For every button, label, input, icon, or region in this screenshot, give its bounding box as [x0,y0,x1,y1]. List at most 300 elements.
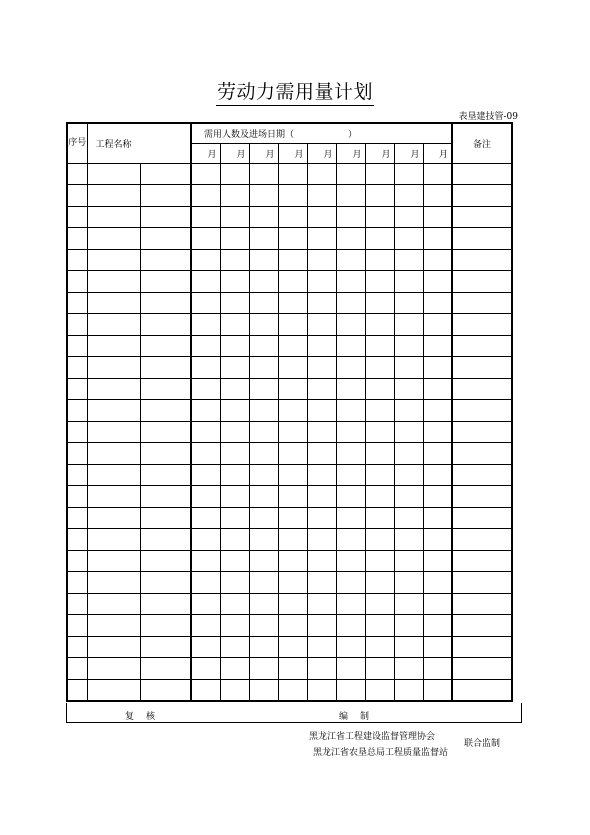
table-cell[interactable] [249,314,278,336]
table-cell[interactable] [452,572,512,594]
table-cell[interactable] [452,486,512,508]
table-cell[interactable] [191,486,220,508]
table-cell[interactable] [336,271,365,293]
table-cell[interactable] [249,271,278,293]
table-cell[interactable] [220,185,249,207]
table-cell[interactable] [220,593,249,615]
table-cell[interactable] [452,163,512,185]
table-cell[interactable] [365,443,394,465]
table-cell[interactable] [365,529,394,551]
table-cell[interactable] [67,378,87,400]
table-cell[interactable] [220,378,249,400]
table-cell[interactable] [307,443,336,465]
table-cell[interactable] [67,507,87,529]
table-cell[interactable] [365,507,394,529]
table-cell[interactable] [336,529,365,551]
table-cell[interactable] [307,378,336,400]
table-cell[interactable] [249,572,278,594]
table-cell[interactable] [452,357,512,379]
table-cell[interactable] [249,593,278,615]
table-cell[interactable] [220,529,249,551]
table-cell[interactable] [423,185,452,207]
table-cell[interactable] [220,357,249,379]
table-cell[interactable] [220,507,249,529]
table-cell[interactable] [336,572,365,594]
table-cell[interactable] [423,658,452,680]
table-cell[interactable] [278,292,307,314]
table-cell[interactable] [140,249,191,271]
table-cell[interactable] [307,486,336,508]
table-cell[interactable] [278,572,307,594]
table-cell[interactable] [67,185,87,207]
table-cell[interactable] [394,679,423,701]
table-cell[interactable] [394,249,423,271]
table-cell[interactable] [87,572,140,594]
table-cell[interactable] [220,658,249,680]
table-cell[interactable] [67,529,87,551]
table-cell[interactable] [307,507,336,529]
table-cell[interactable] [191,400,220,422]
table-cell[interactable] [87,357,140,379]
table-cell[interactable] [278,679,307,701]
table-cell[interactable] [278,443,307,465]
table-cell[interactable] [220,464,249,486]
table-cell[interactable] [278,335,307,357]
table-cell[interactable] [394,593,423,615]
table-cell[interactable] [67,357,87,379]
table-cell[interactable] [191,378,220,400]
table-cell[interactable] [394,400,423,422]
table-cell[interactable] [140,292,191,314]
table-cell[interactable] [249,292,278,314]
table-cell[interactable] [365,249,394,271]
table-cell[interactable] [278,249,307,271]
table-cell[interactable] [87,335,140,357]
table-cell[interactable] [140,593,191,615]
table-cell[interactable] [249,185,278,207]
table-cell[interactable] [191,550,220,572]
table-cell[interactable] [336,378,365,400]
table-cell[interactable] [140,443,191,465]
table-cell[interactable] [140,314,191,336]
table-cell[interactable] [67,679,87,701]
table-cell[interactable] [365,357,394,379]
table-cell[interactable] [336,464,365,486]
table-cell[interactable] [87,486,140,508]
table-cell[interactable] [423,206,452,228]
table-cell[interactable] [336,163,365,185]
table-cell[interactable] [87,292,140,314]
table-cell[interactable] [423,550,452,572]
table-cell[interactable] [452,550,512,572]
table-cell[interactable] [336,228,365,250]
table-cell[interactable] [307,314,336,336]
table-cell[interactable] [423,357,452,379]
table-cell[interactable] [394,206,423,228]
table-cell[interactable] [394,443,423,465]
table-cell[interactable] [423,228,452,250]
table-cell[interactable] [423,163,452,185]
table-cell[interactable] [140,378,191,400]
table-cell[interactable] [140,679,191,701]
table-cell[interactable] [87,378,140,400]
table-cell[interactable] [452,658,512,680]
table-cell[interactable] [423,335,452,357]
table-cell[interactable] [452,335,512,357]
table-cell[interactable] [336,615,365,637]
table-cell[interactable] [87,314,140,336]
table-cell[interactable] [220,636,249,658]
table-cell[interactable] [452,615,512,637]
table-cell[interactable] [87,679,140,701]
table-cell[interactable] [278,206,307,228]
table-cell[interactable] [452,271,512,293]
table-cell[interactable] [249,550,278,572]
table-cell[interactable] [278,421,307,443]
table-cell[interactable] [278,507,307,529]
table-cell[interactable] [220,400,249,422]
table-cell[interactable] [87,206,140,228]
table-cell[interactable] [307,292,336,314]
table-cell[interactable] [452,400,512,422]
table-cell[interactable] [249,658,278,680]
table-cell[interactable] [336,206,365,228]
table-cell[interactable] [140,163,191,185]
table-cell[interactable] [365,378,394,400]
table-cell[interactable] [394,335,423,357]
table-cell[interactable] [87,400,140,422]
table-cell[interactable] [191,507,220,529]
table-cell[interactable] [87,249,140,271]
table-cell[interactable] [220,679,249,701]
table-cell[interactable] [452,464,512,486]
table-cell[interactable] [452,206,512,228]
table-cell[interactable] [365,185,394,207]
table-cell[interactable] [87,615,140,637]
table-cell[interactable] [452,636,512,658]
table-cell[interactable] [278,357,307,379]
table-cell[interactable] [307,550,336,572]
table-cell[interactable] [452,679,512,701]
table-cell[interactable] [394,421,423,443]
table-cell[interactable] [336,357,365,379]
table-cell[interactable] [307,464,336,486]
table-cell[interactable] [452,249,512,271]
table-cell[interactable] [307,206,336,228]
table-cell[interactable] [365,206,394,228]
table-cell[interactable] [423,271,452,293]
table-cell[interactable] [67,400,87,422]
table-cell[interactable] [191,421,220,443]
table-cell[interactable] [423,615,452,637]
table-cell[interactable] [423,486,452,508]
table-cell[interactable] [249,228,278,250]
table-cell[interactable] [249,335,278,357]
table-cell[interactable] [249,249,278,271]
table-cell[interactable] [191,206,220,228]
table-cell[interactable] [87,464,140,486]
table-cell[interactable] [365,335,394,357]
table-cell[interactable] [191,679,220,701]
table-cell[interactable] [336,679,365,701]
table-cell[interactable] [307,658,336,680]
table-cell[interactable] [423,572,452,594]
table-cell[interactable] [249,421,278,443]
table-cell[interactable] [307,400,336,422]
table-cell[interactable] [140,228,191,250]
table-cell[interactable] [67,443,87,465]
table-cell[interactable] [140,615,191,637]
table-cell[interactable] [452,185,512,207]
table-cell[interactable] [220,271,249,293]
table-cell[interactable] [87,271,140,293]
table-cell[interactable] [140,357,191,379]
table-cell[interactable] [452,507,512,529]
table-cell[interactable] [191,443,220,465]
table-cell[interactable] [67,314,87,336]
table-cell[interactable] [336,292,365,314]
table-cell[interactable] [87,593,140,615]
table-cell[interactable] [365,271,394,293]
table-cell[interactable] [365,679,394,701]
table-cell[interactable] [191,271,220,293]
table-cell[interactable] [452,228,512,250]
table-cell[interactable] [423,443,452,465]
table-cell[interactable] [336,658,365,680]
table-cell[interactable] [220,443,249,465]
table-cell[interactable] [249,529,278,551]
table-cell[interactable] [365,400,394,422]
table-cell[interactable] [365,292,394,314]
table-cell[interactable] [87,507,140,529]
table-cell[interactable] [278,593,307,615]
table-cell[interactable] [220,228,249,250]
table-cell[interactable] [423,378,452,400]
table-cell[interactable] [67,572,87,594]
table-cell[interactable] [394,507,423,529]
table-cell[interactable] [394,636,423,658]
table-cell[interactable] [249,615,278,637]
table-cell[interactable] [336,421,365,443]
table-cell[interactable] [87,163,140,185]
table-cell[interactable] [191,615,220,637]
table-cell[interactable] [87,421,140,443]
table-cell[interactable] [87,185,140,207]
table-cell[interactable] [220,550,249,572]
table-cell[interactable] [394,292,423,314]
table-cell[interactable] [278,228,307,250]
table-cell[interactable] [67,615,87,637]
table-cell[interactable] [452,421,512,443]
table-cell[interactable] [452,292,512,314]
table-cell[interactable] [365,163,394,185]
table-cell[interactable] [307,679,336,701]
table-cell[interactable] [307,335,336,357]
table-cell[interactable] [191,163,220,185]
table-cell[interactable] [423,464,452,486]
table-cell[interactable] [307,421,336,443]
table-cell[interactable] [67,550,87,572]
table-cell[interactable] [423,679,452,701]
table-cell[interactable] [249,163,278,185]
table-cell[interactable] [278,658,307,680]
table-cell[interactable] [140,464,191,486]
table-cell[interactable] [394,185,423,207]
table-cell[interactable] [191,636,220,658]
table-cell[interactable] [365,314,394,336]
table-cell[interactable] [365,572,394,594]
table-cell[interactable] [394,486,423,508]
table-cell[interactable] [191,529,220,551]
table-cell[interactable] [365,228,394,250]
table-cell[interactable] [140,400,191,422]
table-cell[interactable] [336,443,365,465]
table-cell[interactable] [249,679,278,701]
table-cell[interactable] [336,400,365,422]
table-cell[interactable] [394,228,423,250]
table-cell[interactable] [365,464,394,486]
table-cell[interactable] [423,636,452,658]
table-cell[interactable] [67,658,87,680]
table-cell[interactable] [140,572,191,594]
table-cell[interactable] [394,163,423,185]
table-cell[interactable] [307,228,336,250]
table-cell[interactable] [394,271,423,293]
table-cell[interactable] [140,335,191,357]
table-cell[interactable] [278,400,307,422]
table-cell[interactable] [336,486,365,508]
table-cell[interactable] [87,228,140,250]
table-cell[interactable] [307,357,336,379]
table-cell[interactable] [423,529,452,551]
table-cell[interactable] [365,421,394,443]
table-cell[interactable] [307,271,336,293]
table-cell[interactable] [394,658,423,680]
table-cell[interactable] [249,206,278,228]
table-cell[interactable] [452,593,512,615]
table-cell[interactable] [140,271,191,293]
table-cell[interactable] [452,529,512,551]
table-cell[interactable] [220,615,249,637]
table-cell[interactable] [249,443,278,465]
table-cell[interactable] [67,464,87,486]
table-cell[interactable] [278,615,307,637]
table-cell[interactable] [140,206,191,228]
table-cell[interactable] [87,529,140,551]
table-cell[interactable] [87,443,140,465]
table-cell[interactable] [67,249,87,271]
table-cell[interactable] [278,378,307,400]
table-cell[interactable] [249,636,278,658]
table-cell[interactable] [278,163,307,185]
table-cell[interactable] [423,421,452,443]
table-cell[interactable] [220,335,249,357]
table-cell[interactable] [336,335,365,357]
table-cell[interactable] [278,529,307,551]
table-cell[interactable] [191,658,220,680]
table-cell[interactable] [336,593,365,615]
table-cell[interactable] [278,636,307,658]
table-cell[interactable] [67,486,87,508]
table-cell[interactable] [365,615,394,637]
table-cell[interactable] [365,550,394,572]
table-cell[interactable] [140,486,191,508]
table-cell[interactable] [191,572,220,594]
table-cell[interactable] [140,636,191,658]
table-cell[interactable] [67,335,87,357]
table-cell[interactable] [278,185,307,207]
table-cell[interactable] [394,464,423,486]
table-cell[interactable] [220,292,249,314]
table-cell[interactable] [336,185,365,207]
table-cell[interactable] [67,636,87,658]
table-cell[interactable] [423,400,452,422]
table-cell[interactable] [191,335,220,357]
table-cell[interactable] [423,507,452,529]
table-cell[interactable] [336,314,365,336]
table-cell[interactable] [307,529,336,551]
table-cell[interactable] [191,314,220,336]
table-cell[interactable] [249,507,278,529]
table-cell[interactable] [394,529,423,551]
table-cell[interactable] [278,314,307,336]
table-cell[interactable] [191,249,220,271]
table-cell[interactable] [394,550,423,572]
table-cell[interactable] [278,550,307,572]
table-cell[interactable] [307,636,336,658]
table-cell[interactable] [220,314,249,336]
table-cell[interactable] [249,464,278,486]
table-cell[interactable] [394,357,423,379]
table-cell[interactable] [336,550,365,572]
table-cell[interactable] [140,507,191,529]
table-cell[interactable] [191,357,220,379]
table-cell[interactable] [423,314,452,336]
table-cell[interactable] [249,357,278,379]
table-cell[interactable] [336,249,365,271]
table-cell[interactable] [278,486,307,508]
table-cell[interactable] [67,292,87,314]
table-cell[interactable] [278,464,307,486]
table-cell[interactable] [307,185,336,207]
table-cell[interactable] [394,314,423,336]
table-cell[interactable] [365,486,394,508]
table-cell[interactable] [87,550,140,572]
table-cell[interactable] [307,593,336,615]
table-cell[interactable] [220,206,249,228]
table-cell[interactable] [67,271,87,293]
table-cell[interactable] [140,421,191,443]
table-cell[interactable] [191,593,220,615]
table-cell[interactable] [452,443,512,465]
table-cell[interactable] [423,249,452,271]
table-cell[interactable] [307,572,336,594]
table-cell[interactable] [220,163,249,185]
table-cell[interactable] [249,400,278,422]
table-cell[interactable] [394,615,423,637]
table-cell[interactable] [336,636,365,658]
table-cell[interactable] [394,572,423,594]
table-cell[interactable] [278,271,307,293]
table-cell[interactable] [452,378,512,400]
table-cell[interactable] [249,378,278,400]
table-cell[interactable] [249,486,278,508]
table-cell[interactable] [67,421,87,443]
table-cell[interactable] [67,206,87,228]
table-cell[interactable] [87,636,140,658]
table-cell[interactable] [140,550,191,572]
table-cell[interactable] [220,486,249,508]
